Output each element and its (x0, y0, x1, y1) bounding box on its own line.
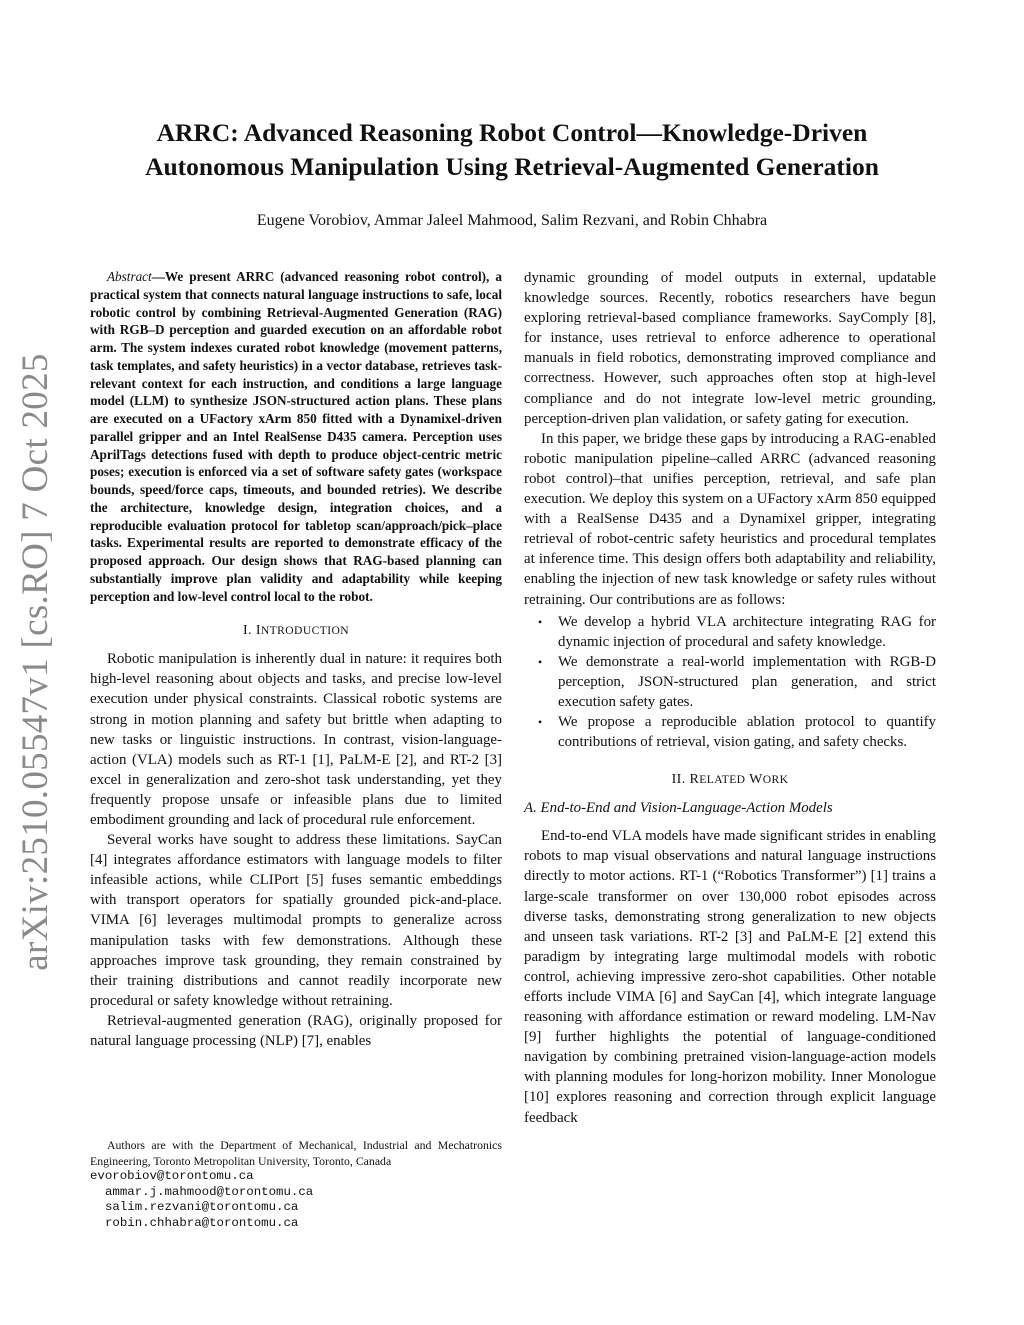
section-heading-introduction (90, 621, 502, 641)
bullet-icon: • (538, 715, 543, 730)
bullet-icon: • (538, 654, 543, 669)
intro-paragraph-2: Several works have sought to address these limitations. SayCan [4] integrates affordance estimators with language models to filter infeasible actions, while CLIPort [5] fuses semantic embeddings with transport operators for spatially grounded pick-and-place. VIMA [6] leverages multimodal prompts to generalize across manipulation tasks with few demonstrations. Although these approaches improve task grounding, they remain constrained by their training distributions and cannot readily incorporate new procedural or safety knowledge without retraining. (90, 832, 502, 1009)
affiliation-text: Authors are with the Department of Mechanical, Industrial and Mechatronics Engineering, Toronto Metropolitan University, Toronto, Canada (90, 1138, 502, 1169)
list-item (524, 712, 936, 752)
intro-paragraph-1: Robotic manipulation is inherently dual in nature: it requires both high-level reasoning about objects and tasks, and precise low-level execution under physical constraints. Classical robotic systems are strong in motion planning and safety but brittle when adapting to new tasks or linguistic instructions. In contrast, vision-language-action (VLA) models such as RT-1 [1], PaLM-E [2], and RT-2 [3] excel in generalization and zero-shot task understanding, yet they frequently propose unsafe or infeasible plans due to limited embodiment grounding and lack of procedural rule enforcement. (90, 651, 502, 828)
author-list: Eugene Vorobiov, Ammar Jaleel Mahmood, Salim Rezvani, and Robin Chhabra (256, 212, 768, 229)
author-footnote (90, 1137, 502, 1231)
abstract-dash: — (151, 269, 165, 284)
abstract (90, 268, 502, 605)
section-cap: R (689, 772, 700, 788)
abstract-label: Abstract (107, 269, 152, 284)
contribution-list (524, 612, 936, 753)
intro-paragraph-3: Retrieval-augmented generation (RAG), originally proposed for natural language processing (NLP) [7], enables (90, 1012, 502, 1050)
intro-paragraph-4: dynamic grounding of model outputs in external, updatable knowledge sources. Recently, robotics researchers have begun exploring retrieval-based compliance frameworks. SayComply [8], for instance, uses retrieval to enforce adherence to operational manuals in field robotics, demonstrating improved compliance and correctness. However, such approaches often stop at high-level compliance and do not integrate low-level metric grounding, perception-driven plan validation, or safety gating for execution. (524, 270, 936, 427)
left-column (90, 268, 502, 1051)
intro-paragraph-5: In this paper, we bridge these gaps by introducing a RAG-enabled robotic manipulation pipeline–called ARRC (advanced reasoning robot control)–that unifies perception, retrieval, and safe plan execution. We deploy this system on a UFactory xArm 850 equipped with a RealSense D435 and a Dynamixel gripper, integrating retrieval of robot-centric safety heuristics and procedural templates at inference time. This design offers both adaptability and reliability, enabling the injection of new task knowledge or safety rules without retraining. Our contributions are as follows: (524, 430, 936, 608)
section-heading-related-work (524, 770, 936, 790)
section-numeral: II. (671, 772, 686, 788)
email-2: ammar.j.mahmood@torontomu.ca (105, 1184, 314, 1199)
subsection-heading: A. End-to-End and Vision-Language-Action Models (524, 800, 833, 817)
title-line-2: Autonomous Manipulation Using Retrieval-Augmented Generation (145, 152, 879, 181)
contribution-text: We demonstrate a real-world implementation with RGB-D perception, JSON-structured plan generation, and strict execution safety gates. (558, 653, 936, 710)
section-cap: I (255, 623, 261, 639)
list-item (524, 612, 936, 652)
email-3: salim.rezvani@torontomu.ca (105, 1200, 299, 1215)
section-rest: ELATED (699, 773, 746, 787)
contribution-text: We develop a hybrid VLA architecture integrating RAG for dynamic injection of procedural and safety knowledge. (558, 613, 936, 650)
paper-title (90, 116, 934, 184)
related-work-paragraph: End-to-end VLA models have made significant strides in enabling robots to map visual observations and natural language instructions directly to motor actions. RT-1 (“Robotics Transformer”) [1] trains a large-scale transformer on over 130,000 robot episodes across diverse tasks, demonstrating strong generalization to new objects and unseen task variations. RT-2 [3] and PaLM-E [2] extend this paradigm by integrating large multimodal models with robotic control, achieving impressive zero-shot capabilities. Other notable efforts include VIMA [6] and SayCan [4], which integrate language reasoning with affordance estimation or reward modeling. LM-Nav [9] further highlights the potential of language-conditioned navigation by combining pretrained vision-language-action models with planning modules for long-horizon mobility. Inner Monologue [10] explores reasoning and correction through explicit language feedback (524, 828, 936, 1126)
title-line-1: ARRC: Advanced Reasoning Robot Control—Knowledge-Driven (156, 118, 868, 147)
contribution-text: We propose a reproducible ablation protocol to quantify contributions of retrieval, vision gating, and safety checks. (558, 714, 936, 751)
arxiv-identifier: arXiv:2510.05547v1 [cs.RO] 7 Oct 2025 (15, 353, 56, 971)
section-cap: W (749, 772, 763, 788)
section-numeral: I. (242, 623, 252, 639)
email-4: robin.chhabra@torontomu.ca (105, 1215, 299, 1230)
bullet-icon: • (538, 614, 543, 629)
email-1: evorobiov@torontomu.ca (90, 1169, 254, 1184)
abstract-text: We present ARRC (advanced reasoning robot control), a practical system that connects natural language instructions to safe, local robotic control by combining Retrieval-Augmented Generation (RAG) with RGB–D perception and guarded execution on an affordable robot arm. The system indexes curated robot knowledge (movement patterns, task templates, and safety heuristics) in a vector database, retrieves task-relevant context for each instruction, and conditions a large language model (LLM) to synthesize JSON-structured action plans. These plans are executed on a UFactory xArm 850 fitted with a Dynamixel-driven parallel gripper and an Intel RealSense D435 camera. Perception uses AprilTags detections fused with depth to produce object-centric metric poses; execution is enforced via a set of software safety gates (workspace bounds, speed/force caps, timeouts, and bounded retries). We describe the architecture, knowledge design, integration choices, and a reproducible evaluation protocol for tabletop scan/approach/pick–place tasks. Experimental results are reported to demonstrate efficacy of the proposed approach. Our design shows that RAG-based planning can substantially improve plan validity and adaptability while keeping perception and low-level control local to the robot. (90, 269, 502, 604)
section-rest: NTRODUCTION (260, 624, 350, 638)
list-item (524, 652, 936, 712)
section-rest: ORK (762, 773, 789, 787)
right-column (524, 268, 936, 1128)
